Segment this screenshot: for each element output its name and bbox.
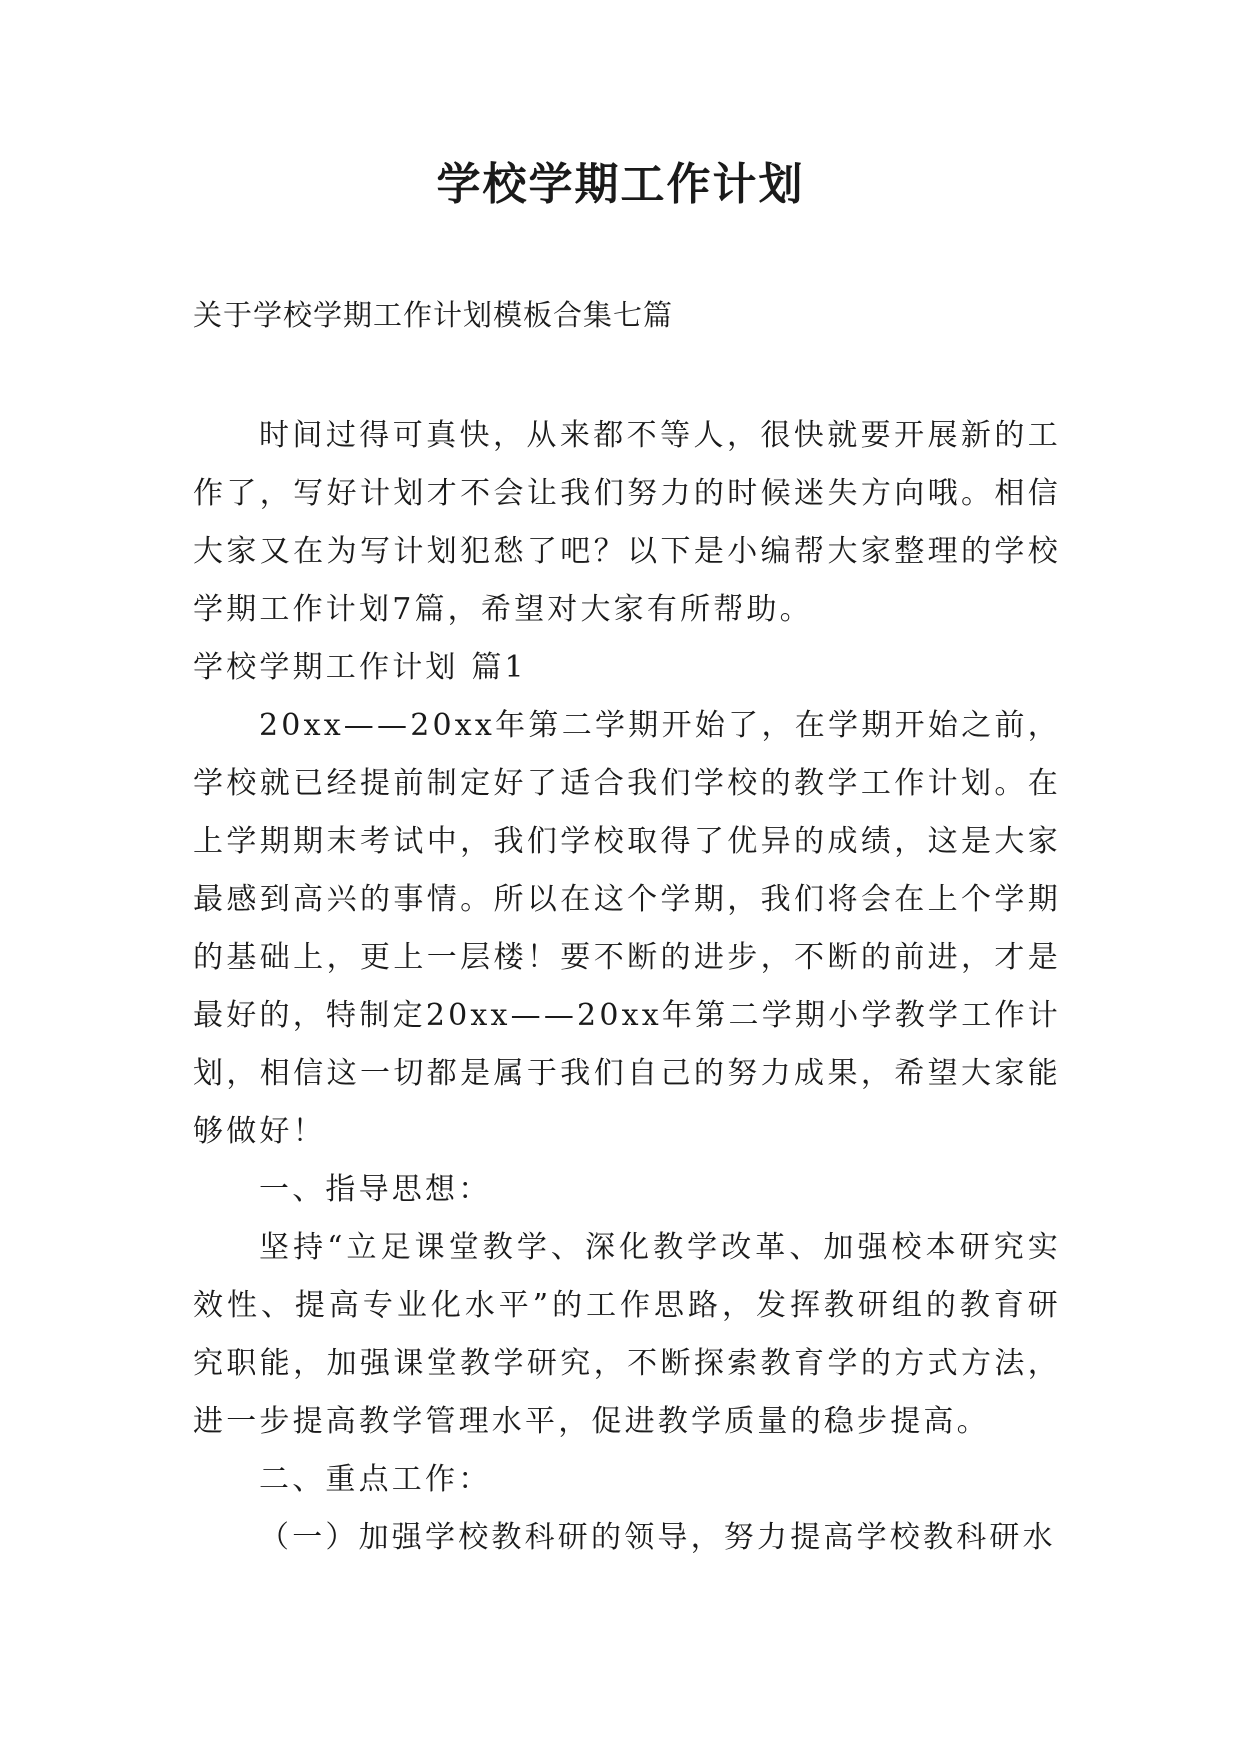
guiding-heading: 一、指导思想： bbox=[259, 1172, 492, 1207]
section-paragraph: 20xx——20xx年第二学期开始了，在学期开始之前，学校就已经提前制定好了适合我们学校的教学工作计划。在上学期期末考试中，我们学校取得了优异的成绩，这是大家最感到高兴的事情。所以在这个学期，我们将会在上个学期的基础上，更上一层楼！要不断的进步，不断的前进，才是最好的，特制定20xx——20xx年第二学期小学教学工作计划，相信这一切都是属于我们自己的努力成果，希望大家能够做好！ bbox=[193, 708, 1061, 1149]
document-subtitle: 关于学校学期工作计划模板合集七篇 bbox=[193, 298, 674, 332]
intro-paragraph: 时间过得可真快，从来都不等人，很快就要开展新的工作了，写好计划才不会让我们努力的时候迷失方向哦。相信大家又在为写计划犯愁了吧？以下是小编帮大家整理的学校学期工作计划7篇，希望对大家有所帮助。 bbox=[193, 418, 1061, 627]
key-work-heading: 二、重点工作： bbox=[259, 1462, 492, 1497]
guiding-paragraph: 坚持“立足课堂教学、深化教学改革、加强校本研究实效性、提高专业化水平”的工作思路，发挥教研组的教育研究职能，加强课堂教学研究，不断探索教育学的方式方法，进一步提高教学管理水平，促进教学质量的稳步提高。 bbox=[193, 1230, 1061, 1439]
section-heading: 学校学期工作计划 篇1 bbox=[193, 650, 527, 685]
document-body bbox=[193, 407, 1061, 1567]
key-work-item: （一）加强学校教科研的领导，努力提高学校教科研水 bbox=[259, 1520, 1056, 1555]
document-title: 学校学期工作计划 bbox=[436, 159, 805, 210]
